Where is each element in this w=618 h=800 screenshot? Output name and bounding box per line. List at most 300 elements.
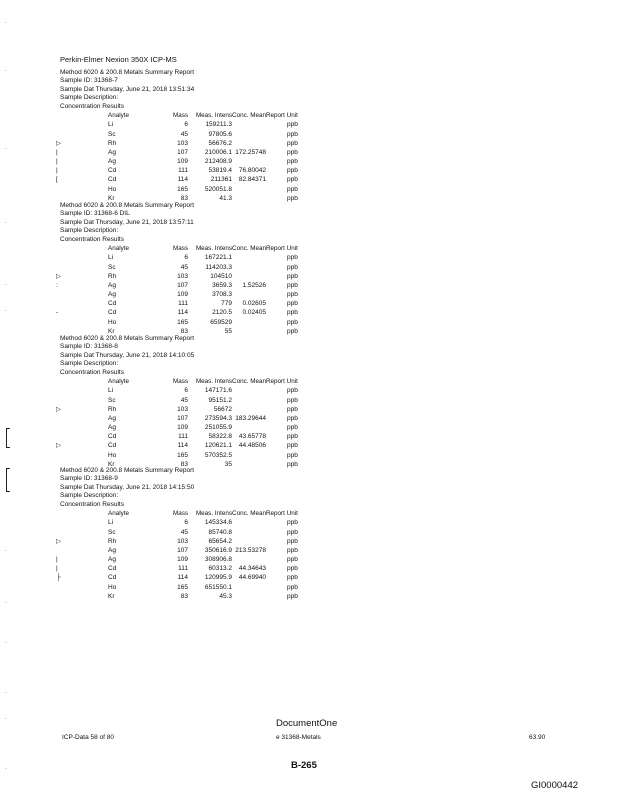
col-unit: Report Unit (266, 510, 298, 518)
mass-cell: 114 (177, 442, 188, 450)
unit-cell: ppb (287, 194, 298, 202)
analyte-cell: Kr (108, 327, 115, 335)
conc-cell (232, 272, 266, 281)
mass-cell: 165 (177, 583, 188, 591)
unit-cell: ppb (287, 451, 298, 459)
col-unit: Report Unit (266, 378, 298, 386)
conc-cell (232, 527, 266, 536)
margin-tick: · (5, 690, 7, 696)
intens-cell: 104510 (210, 272, 232, 280)
margin-tick: · (5, 548, 7, 554)
intens-cell: 211361 (210, 176, 232, 184)
report-method: Method 6020 & 200.8 Metals Summary Report (60, 202, 195, 209)
intens-cell: 60313.2 (208, 565, 232, 573)
mass-cell: 109 (177, 158, 188, 166)
mass-cell: 109 (177, 291, 188, 299)
col-mass: Mass (172, 378, 188, 386)
mass-cell: 103 (177, 272, 188, 280)
conc-cell (232, 318, 266, 327)
intens-cell: 120621.1 (204, 442, 232, 450)
margin-tick: · (5, 308, 7, 314)
mass-cell: 165 (177, 185, 188, 193)
unit-cell: ppb (287, 176, 298, 184)
analyte-cell: Rh (108, 272, 117, 280)
mass-cell: 6 (184, 254, 188, 262)
sample-report-1 (56, 69, 298, 203)
col-intens: Meas. Intens (195, 510, 232, 518)
margin-tick: · (5, 146, 7, 152)
analyte-cell: Cd (108, 433, 117, 441)
margin-tick: · (5, 640, 7, 646)
table-row (100, 527, 298, 536)
conc-cell (232, 518, 266, 527)
unit-cell: ppb (287, 583, 298, 591)
table-row (100, 395, 298, 404)
conc-cell (232, 395, 266, 404)
row-flag (56, 432, 64, 441)
row-flag (56, 451, 64, 460)
unit-cell: ppb (287, 309, 298, 317)
section-title: Concentration Results (60, 235, 124, 243)
mass-cell: 6 (184, 121, 188, 129)
row-flag (56, 423, 64, 432)
unit-cell: ppb (287, 556, 298, 564)
margin-tick: · (5, 716, 7, 722)
intens-cell: 35 (224, 460, 232, 468)
conc-cell: 44.69940 (238, 574, 266, 582)
row-flag: ▷ (56, 442, 61, 450)
mass-cell: 165 (177, 318, 188, 326)
margin-bracket (6, 428, 10, 448)
analyte-cell: Ag (108, 546, 116, 554)
unit-cell: ppb (287, 460, 298, 468)
analyte-cell: Li (108, 121, 114, 129)
table-row (100, 175, 298, 184)
row-flag (56, 527, 64, 536)
margin-tick: · (5, 220, 7, 226)
mass-cell: 83 (180, 194, 188, 202)
mass-cell: 111 (178, 167, 188, 175)
conc-cell (232, 537, 266, 546)
row-flag: ├ (56, 574, 61, 582)
sample-report-4 (56, 467, 298, 601)
conc-cell (232, 157, 266, 166)
row-flag (56, 414, 64, 423)
mass-cell: 45 (180, 263, 188, 271)
intens-cell: 273594.3 (204, 414, 232, 422)
mass-cell: 45 (180, 130, 188, 138)
intens-cell: 53819.4 (208, 167, 232, 175)
conc-cell: 0.02405 (242, 309, 266, 317)
intens-cell: 45.3 (219, 592, 232, 600)
unit-cell: ppb (287, 281, 298, 289)
row-flag: ▷ (56, 405, 61, 413)
intens-cell: 651550.1 (204, 583, 232, 591)
table-row (100, 262, 298, 271)
intens-cell: 95151.2 (208, 396, 232, 404)
section-title: Concentration Results (60, 102, 124, 110)
analyte-cell: Ag (108, 424, 116, 432)
footer-file-ref: e 31368-Metals (276, 734, 321, 741)
conc-cell: 213.53278 (235, 546, 266, 554)
table-row (100, 299, 298, 308)
row-flag (56, 518, 64, 527)
document-logo: DocumentOne (276, 718, 338, 729)
analyte-cell: Cd (108, 565, 117, 573)
unit-cell: ppb (287, 263, 298, 271)
margin-tick: · (5, 766, 7, 772)
unit-cell: ppb (287, 254, 298, 262)
results-table (56, 377, 298, 469)
analyte-cell: Ho (108, 185, 117, 193)
analyte-cell: Cd (108, 442, 117, 450)
results-table (56, 509, 298, 601)
sample-date: Sample Dat Thursday, June 21, 2018 13:51:34 (60, 85, 195, 93)
analyte-cell: Sc (108, 263, 116, 271)
intens-cell: 2120.5 (212, 309, 232, 317)
intens-cell: 251055.9 (204, 424, 232, 432)
table-row (100, 290, 298, 299)
table-row (100, 157, 298, 166)
analyte-cell: Ho (108, 583, 117, 591)
table-row (100, 253, 298, 262)
col-conc: Conc. Mean (232, 510, 266, 518)
analyte-cell: Ag (108, 158, 116, 166)
row-flag: | (56, 148, 58, 156)
row-flag: | (56, 556, 58, 564)
table-row (100, 564, 298, 573)
intens-cell: 520051.8 (204, 185, 232, 193)
table-row (100, 414, 298, 423)
conc-cell (232, 555, 266, 564)
sample-description: Sample Description: (60, 94, 119, 102)
conc-cell (232, 386, 266, 395)
margin-tick: · (5, 600, 7, 606)
analyte-cell: Sc (108, 396, 116, 404)
intens-cell: 56672 (213, 405, 232, 413)
table-row (100, 308, 298, 317)
table-row (100, 148, 298, 157)
unit-cell: ppb (287, 424, 298, 432)
col-conc: Conc. Mean (232, 378, 266, 386)
mass-cell: 165 (177, 451, 188, 459)
mass-cell: 6 (184, 387, 188, 395)
left-margin-marks (0, 0, 14, 800)
analyte-cell: Rh (108, 405, 117, 413)
unit-cell: ppb (287, 185, 298, 193)
conc-cell (232, 405, 266, 414)
table-row (100, 441, 298, 450)
sample-id: Sample ID: 31368-8 (60, 343, 118, 351)
mass-cell: 45 (180, 528, 188, 536)
table-row (100, 318, 298, 327)
unit-cell: ppb (287, 442, 298, 450)
table-row (100, 451, 298, 460)
analyte-cell: Cd (108, 574, 117, 582)
unit-cell: ppb (287, 519, 298, 527)
mass-cell: 111 (178, 300, 188, 308)
unit-cell: ppb (287, 565, 298, 573)
row-flag (56, 129, 64, 138)
mass-cell: 114 (177, 574, 188, 582)
unit-cell: ppb (287, 121, 298, 129)
conc-cell (232, 592, 266, 601)
conc-cell (232, 290, 266, 299)
mass-cell: 107 (177, 148, 188, 156)
conc-cell: 1.52526 (242, 281, 266, 289)
intens-cell: 85740.8 (208, 528, 232, 536)
unit-cell: ppb (287, 592, 298, 600)
sample-date: Sample Dat Thursday, June 21, 2018 14:10:05 (60, 351, 195, 359)
table-header-row (100, 377, 298, 386)
table-row (100, 583, 298, 592)
row-flag: [ (56, 176, 58, 184)
intens-cell: 308906.8 (204, 556, 232, 564)
col-analyte: Analyte (108, 378, 130, 386)
mass-cell: 103 (177, 537, 188, 545)
intens-cell: 114203.3 (205, 263, 232, 271)
col-mass: Mass (172, 510, 188, 518)
table-row (100, 166, 298, 175)
col-unit: Report Unit (266, 112, 298, 120)
results-table (56, 111, 298, 203)
analyte-cell: Li (108, 387, 114, 395)
analyte-cell: Rh (108, 139, 117, 147)
unit-cell: ppb (287, 396, 298, 404)
table-row (100, 423, 298, 432)
row-flag (56, 262, 64, 271)
sample-id: Sample ID: 31368-9 (60, 475, 118, 483)
analyte-cell: Ag (108, 281, 116, 289)
mass-cell: 107 (177, 414, 188, 422)
unit-cell: ppb (287, 130, 298, 138)
col-conc: Conc. Mean (232, 112, 266, 120)
analyte-cell: Ag (108, 414, 116, 422)
conc-cell (232, 583, 266, 592)
report-method: Method 6020 & 200.8 Metals Summary Report (60, 467, 195, 474)
section-title: Concentration Results (60, 368, 124, 376)
margin-tick: · (5, 282, 7, 288)
intens-cell: 41.3 (219, 194, 232, 202)
unit-cell: ppb (287, 139, 298, 147)
sample-id: Sample ID: 31368-6 DIL (60, 210, 130, 218)
conc-cell: 43.65778 (238, 433, 266, 441)
unit-cell: ppb (287, 433, 298, 441)
table-row (100, 573, 298, 582)
intens-cell: 350616.9 (204, 546, 232, 554)
unit-cell: ppb (287, 300, 298, 308)
unit-cell: ppb (287, 272, 298, 280)
mass-cell: 83 (180, 327, 188, 335)
sample-description: Sample Description: (60, 227, 119, 235)
report-method: Method 6020 & 200.8 Metals Summary Report (60, 335, 195, 342)
row-flag: | (56, 158, 58, 166)
mass-cell: 107 (177, 546, 188, 554)
conc-cell: 44.48506 (238, 442, 266, 450)
intens-cell: 212408.9 (204, 158, 232, 166)
mass-cell: 103 (177, 139, 188, 147)
mass-cell: 114 (177, 309, 188, 317)
mass-cell: 107 (177, 281, 188, 289)
col-intens: Meas. Intens (195, 245, 232, 253)
mass-cell: 103 (177, 405, 188, 413)
intens-cell: 65654.2 (208, 537, 232, 545)
unit-cell: ppb (287, 158, 298, 166)
unit-cell: ppb (287, 291, 298, 299)
conc-cell: 76.80042 (238, 167, 266, 175)
report-method: Method 6020 & 200.8 Metals Summary Report (60, 69, 195, 76)
sample-id: Sample ID: 31368-7 (60, 77, 118, 85)
row-flag (56, 395, 64, 404)
unit-cell: ppb (287, 167, 298, 175)
col-analyte: Analyte (108, 112, 130, 120)
conc-cell: 44.34643 (238, 565, 266, 573)
mass-cell: 111 (178, 565, 188, 573)
intens-cell: 210006.1 (204, 148, 232, 156)
unit-cell: ppb (287, 546, 298, 554)
unit-cell: ppb (287, 327, 298, 335)
sample-date: Sample Dat Thursday, June 21, 2018 13:57:11 (60, 218, 194, 226)
intens-cell: 659529 (210, 318, 232, 326)
conc-cell: 0.02605 (242, 300, 266, 308)
sample-description: Sample Description: (60, 360, 119, 368)
analyte-cell: Sc (108, 130, 116, 138)
section-title: Concentration Results (60, 500, 124, 508)
intens-cell: 56676.2 (208, 139, 232, 147)
analyte-cell: Li (108, 519, 114, 527)
row-flag (56, 318, 64, 327)
col-mass: Mass (172, 112, 188, 120)
analyte-cell: Cd (108, 300, 117, 308)
mass-cell: 111 (178, 433, 188, 441)
intens-cell: 159211.3 (205, 121, 232, 129)
footer-number: 63.90 (529, 734, 546, 741)
intens-cell: 570352.5 (204, 451, 232, 459)
col-analyte: Analyte (108, 510, 130, 518)
conc-cell: 82.84371 (238, 176, 266, 184)
mass-cell: 83 (180, 460, 188, 468)
table-row (100, 432, 298, 441)
col-unit: Report Unit (266, 245, 298, 253)
table-header-row (100, 111, 298, 120)
margin-tick: · (5, 68, 7, 74)
unit-cell: ppb (287, 405, 298, 413)
intens-cell: 55 (224, 327, 232, 335)
unit-cell: ppb (287, 574, 298, 582)
table-row (100, 120, 298, 129)
row-flag: ▷ (56, 537, 61, 545)
table-row (100, 185, 298, 194)
intens-cell: 167221.1 (204, 254, 232, 262)
col-conc: Conc. Mean (232, 245, 266, 253)
unit-cell: ppb (287, 537, 298, 545)
unit-cell: ppb (287, 318, 298, 326)
conc-cell (232, 262, 266, 271)
row-flag (56, 290, 64, 299)
analyte-cell: Cd (108, 309, 117, 317)
intens-cell: 3708.3 (212, 291, 232, 299)
col-mass: Mass (172, 245, 188, 253)
row-flag (56, 583, 64, 592)
page-number: B-265 (291, 760, 317, 771)
col-intens: Meas. Intens (195, 378, 232, 386)
analyte-cell: Ho (108, 318, 117, 326)
analyte-cell: Cd (108, 167, 117, 175)
analyte-cell: Rh (108, 537, 117, 545)
row-flag (56, 253, 64, 262)
conc-cell: 172.25748 (235, 148, 266, 156)
conc-cell (232, 185, 266, 194)
sample-report-2 (56, 202, 298, 336)
mass-cell: 114 (177, 176, 188, 184)
table-row (100, 281, 298, 290)
analyte-cell: Ag (108, 148, 116, 156)
sample-date: Sample Dat Thursday, June 21, 2018 14:15:50 (60, 483, 195, 491)
intens-cell: 779 (221, 300, 232, 308)
analyte-cell: Kr (108, 592, 115, 600)
margin-bracket (6, 468, 10, 492)
intens-cell: 58322.8 (208, 433, 232, 441)
table-row (100, 272, 298, 281)
conc-cell (232, 253, 266, 262)
row-flag (56, 386, 64, 395)
analyte-cell: Ho (108, 451, 117, 459)
col-analyte: Analyte (108, 245, 130, 253)
intens-cell: 120995.9 (204, 574, 232, 582)
conc-cell: 183.29644 (235, 414, 266, 422)
bates-number: GI0000442 (531, 780, 579, 791)
row-flag (56, 120, 64, 129)
row-flag: : (56, 281, 58, 289)
mass-cell: 45 (180, 396, 188, 404)
analyte-cell: Sc (108, 528, 116, 536)
table-row (100, 386, 298, 395)
row-flag: ▷ (56, 139, 61, 147)
row-flag: - (56, 309, 59, 317)
conc-cell (232, 120, 266, 129)
row-flag: ▷ (56, 272, 61, 280)
mass-cell: 83 (180, 592, 188, 600)
analyte-cell: Li (108, 254, 114, 262)
table-row (100, 129, 298, 138)
intens-cell: 145334.6 (204, 519, 232, 527)
footer-data-ref: ICP-Data 58 of 80 (62, 734, 115, 741)
row-flag (56, 546, 64, 555)
conc-cell (232, 139, 266, 148)
unit-cell: ppb (287, 148, 298, 156)
instrument-title: Perkin-Elmer Nexion 350X ICP-MS (60, 55, 177, 64)
sample-description: Sample Description: (60, 492, 119, 500)
row-flag (56, 592, 64, 601)
table-row (100, 405, 298, 414)
analyte-cell: Cd (108, 176, 117, 184)
mass-cell: 109 (177, 556, 188, 564)
row-flag: | (56, 167, 58, 175)
mass-cell: 6 (184, 519, 188, 527)
mass-cell: 109 (177, 424, 188, 432)
margin-tick: · (5, 20, 7, 26)
sample-report-3 (56, 335, 298, 469)
row-flag (56, 185, 64, 194)
unit-cell: ppb (287, 387, 298, 395)
table-row (100, 537, 298, 546)
table-row (100, 139, 298, 148)
table-row (100, 546, 298, 555)
intens-cell: 147171.6 (204, 387, 232, 395)
conc-cell (232, 451, 266, 460)
analyte-cell: Kr (108, 460, 115, 468)
analyte-cell: Kr (108, 194, 115, 202)
